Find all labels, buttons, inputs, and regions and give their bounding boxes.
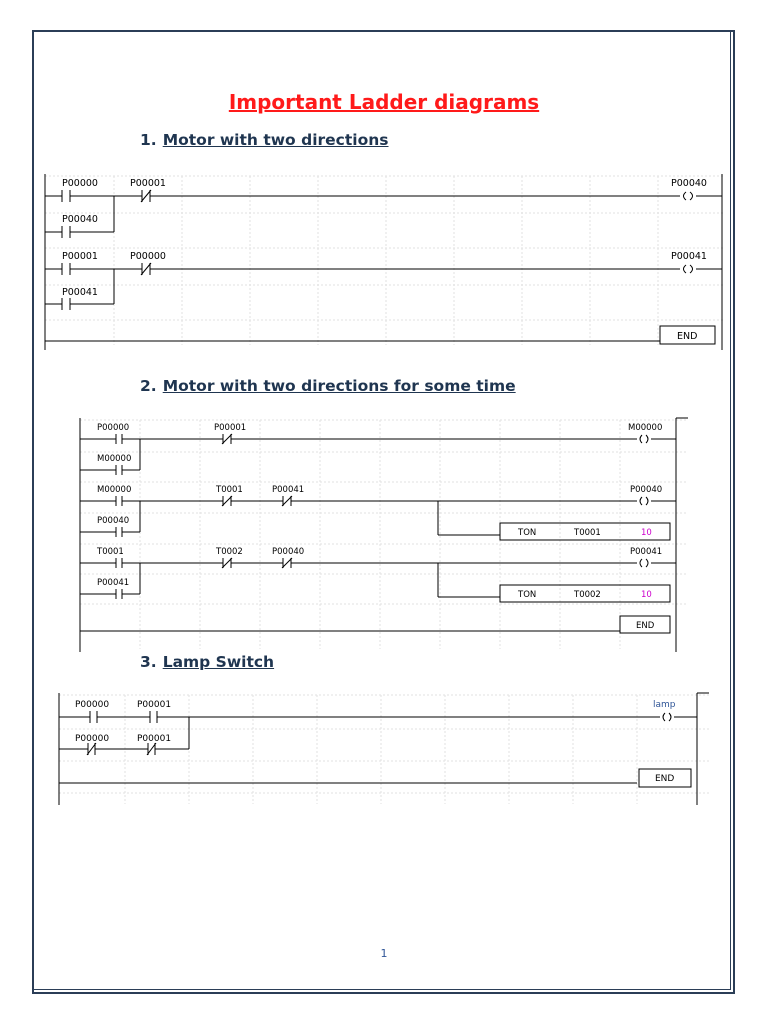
contact-label: M00000: [97, 454, 132, 464]
section-1-heading: [140, 131, 389, 149]
coil-label: P00040: [630, 485, 663, 495]
coil-label: P00041: [630, 547, 663, 557]
coil-label: P00041: [671, 251, 707, 262]
ladder-diagram-3: [55, 689, 715, 809]
section-2-number: 2.: [140, 377, 157, 395]
timer-preset: 10: [641, 528, 652, 538]
page-number: 1: [380, 947, 388, 960]
coil-label: lamp: [653, 700, 676, 710]
contact-label: P00041: [97, 578, 130, 588]
ladder-diagram-2: [76, 414, 692, 654]
contact-label: P00001: [214, 423, 247, 433]
timer-op: TON: [518, 590, 537, 600]
section-3-title: Lamp Switch: [162, 653, 275, 671]
contact-label: P00000: [62, 178, 98, 189]
timer-name: T0001: [574, 528, 601, 538]
contact-label: T0002: [216, 547, 243, 557]
section-3-heading: [140, 653, 274, 671]
end-label: END: [636, 621, 655, 631]
timer-op: TON: [518, 528, 537, 538]
contact-label: P00000: [75, 700, 110, 710]
section-2-heading: [140, 377, 516, 395]
timer-name: T0002: [574, 590, 601, 600]
contact-label: P00040: [62, 214, 98, 225]
contact-label: P00040: [272, 547, 305, 557]
contact-label: P00040: [97, 516, 130, 526]
section-2-title: Motor with two directions for some time: [162, 377, 516, 395]
section-1-number: 1.: [140, 131, 157, 149]
contact-label: P00001: [137, 700, 172, 710]
contact-label: M00000: [97, 485, 132, 495]
ladder-diagram-1: [40, 170, 730, 355]
coil-label: P00040: [671, 178, 707, 189]
contact-label: P00041: [62, 287, 98, 298]
section-1-title: Motor with two directions: [162, 131, 389, 149]
contact-label: P00000: [75, 734, 110, 744]
contact-label: T0001: [97, 547, 124, 557]
contact-label: P00001: [130, 178, 166, 189]
coil-label: M00000: [628, 423, 663, 433]
contact-label: T0001: [216, 485, 243, 495]
timer-preset: 10: [641, 590, 652, 600]
contact-label: P00000: [97, 423, 130, 433]
document-title: Important Ladder diagrams: [228, 90, 540, 114]
section-3-number: 3.: [140, 653, 157, 671]
end-label: END: [655, 774, 675, 784]
end-label: END: [677, 331, 698, 342]
contact-label: P00041: [272, 485, 305, 495]
contact-label: P00001: [137, 734, 172, 744]
contact-label: P00000: [130, 251, 166, 262]
contact-label: P00001: [62, 251, 98, 262]
